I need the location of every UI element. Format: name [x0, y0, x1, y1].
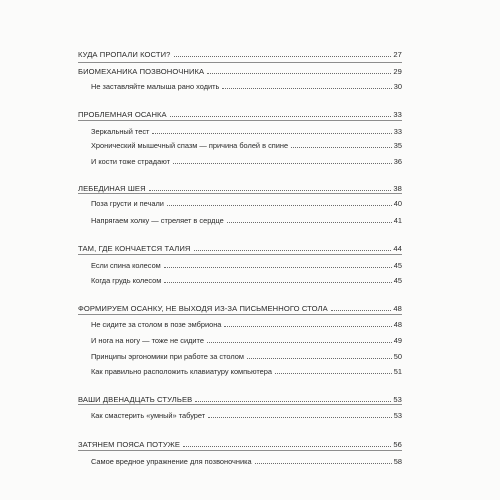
toc-entry-title: ЛЕБЕДИНАЯ ШЕЯ — [78, 184, 146, 193]
toc-page-number: 45 — [393, 261, 402, 270]
dot-leader — [224, 326, 391, 327]
toc-entry-title: ЗАТЯНЕМ ПОЯСА ПОТУЖЕ — [78, 440, 181, 449]
chapter-divider — [78, 254, 402, 255]
toc-entry-title: Хронический мышечный спазм — причина болей в спине — [91, 141, 289, 150]
toc-entry-title: Когда грудь колесом — [91, 276, 162, 285]
dot-leader — [275, 373, 392, 374]
dot-leader — [167, 205, 392, 206]
dot-leader — [208, 417, 392, 418]
chapter-divider — [78, 120, 402, 121]
dot-leader — [227, 222, 392, 223]
toc-page-number: 51 — [393, 367, 402, 376]
toc-page-number: 44 — [393, 244, 402, 253]
toc-entry-title: Как смастерить «умный» табурет — [91, 411, 206, 420]
toc-entry-title: И кости тоже страдают — [91, 157, 170, 166]
dot-leader — [331, 310, 392, 311]
toc-chapter-entry — [78, 440, 402, 449]
toc-section-entry — [91, 352, 402, 361]
dot-leader — [194, 250, 392, 251]
toc-section-entry — [91, 157, 402, 166]
toc-entry-title: ТАМ, ГДЕ КОНЧАЕТСЯ ТАЛИЯ — [78, 244, 191, 253]
toc-chapter-entry — [78, 184, 402, 193]
toc-page-number: 48 — [393, 320, 402, 329]
toc-entry-title: ПРОБЛЕМНАЯ ОСАНКА — [78, 110, 167, 119]
dot-leader — [222, 88, 391, 89]
toc-entry-title: ФОРМИРУЕМ ОСАНКУ, НЕ ВЫХОДЯ ИЗ-ЗА ПИСЬМЕННОГО СТОЛА — [78, 304, 328, 313]
toc-page-number: 53 — [393, 411, 402, 420]
dot-leader — [207, 73, 391, 74]
dot-leader — [164, 267, 392, 268]
toc-entry-title: Не сидите за столом в позе эмбриона — [91, 320, 222, 329]
toc-chapter-entry — [78, 50, 402, 59]
toc-entry-title: КУДА ПРОПАЛИ КОСТИ? — [78, 50, 171, 59]
toc-section-entry — [91, 320, 402, 329]
toc-section-entry — [91, 261, 402, 270]
toc-page-number: 35 — [393, 141, 402, 150]
toc-page-number: 33 — [393, 127, 402, 136]
toc-chapter-entry — [78, 395, 402, 404]
toc-page-number: 49 — [393, 336, 402, 345]
dot-leader — [247, 358, 392, 359]
toc-page-number: 36 — [393, 157, 402, 166]
dot-leader — [195, 401, 391, 402]
toc-page-number: 41 — [393, 216, 402, 225]
toc-page-number: 50 — [393, 352, 402, 361]
chapter-divider — [78, 62, 402, 63]
dot-leader — [174, 56, 392, 57]
toc-chapter-entry — [78, 67, 402, 76]
chapter-divider — [78, 404, 402, 405]
dot-leader — [207, 342, 392, 343]
toc-entry-title: Как правильно расположить клавиатуру компьютера — [91, 367, 273, 376]
toc-section-entry — [91, 199, 402, 208]
chapter-divider — [78, 193, 402, 194]
dot-leader — [255, 463, 392, 464]
dot-leader — [183, 446, 391, 447]
toc-page-number: 58 — [393, 457, 402, 466]
dot-leader — [152, 133, 391, 134]
toc-section-entry — [91, 336, 402, 345]
toc-chapter-entry — [78, 110, 402, 119]
toc-section-entry — [91, 216, 402, 225]
dot-leader — [164, 282, 391, 283]
toc-entry-title: Напрягаем холку — стреляет в сердце — [91, 216, 224, 225]
toc-section-entry — [91, 411, 402, 420]
chapter-divider — [78, 314, 402, 315]
dot-leader — [149, 190, 392, 191]
toc-section-entry — [91, 367, 402, 376]
toc-page-number: 53 — [393, 395, 402, 404]
toc-chapter-entry — [78, 304, 402, 313]
toc-page-number: 29 — [393, 67, 402, 76]
toc-section-entry — [91, 276, 402, 285]
toc-section-entry — [91, 82, 402, 91]
toc-page-number: 56 — [393, 440, 402, 449]
toc-section-entry — [91, 127, 402, 136]
toc-entry-title: Зеркальный тест — [91, 127, 150, 136]
toc-page-number: 38 — [393, 184, 402, 193]
toc-page-number: 45 — [393, 276, 402, 285]
dot-leader — [170, 116, 392, 117]
toc-page-number: 48 — [393, 304, 402, 313]
toc-page-number: 40 — [393, 199, 402, 208]
dot-leader — [173, 163, 392, 164]
chapter-divider — [78, 450, 402, 451]
dot-leader — [291, 147, 392, 148]
toc-page-number: 33 — [393, 110, 402, 119]
toc-entry-title: ВАШИ ДВЕНАДЦАТЬ СТУЛЬЕВ — [78, 395, 193, 404]
toc-page-number: 30 — [393, 82, 402, 91]
toc-chapter-entry — [78, 244, 402, 253]
toc-entry-title: Не заставляйте малыша рано ходить — [91, 82, 220, 91]
toc-entry-title: И нога на ногу — тоже не сидите — [91, 336, 204, 345]
toc-entry-title: Принципы эргономики при работе за столом — [91, 352, 244, 361]
toc-entry-title: Самое вредное упражнение для позвоночника — [91, 457, 252, 466]
toc-section-entry — [91, 457, 402, 466]
toc-page-number: 27 — [393, 50, 402, 59]
toc-entry-title: Если спина колесом — [91, 261, 161, 270]
toc-section-entry — [91, 141, 402, 150]
toc-entry-title: Поза грусти и печали — [91, 199, 164, 208]
toc-entry-title: БИОМЕХАНИКА ПОЗВОНОЧНИКА — [78, 67, 205, 76]
